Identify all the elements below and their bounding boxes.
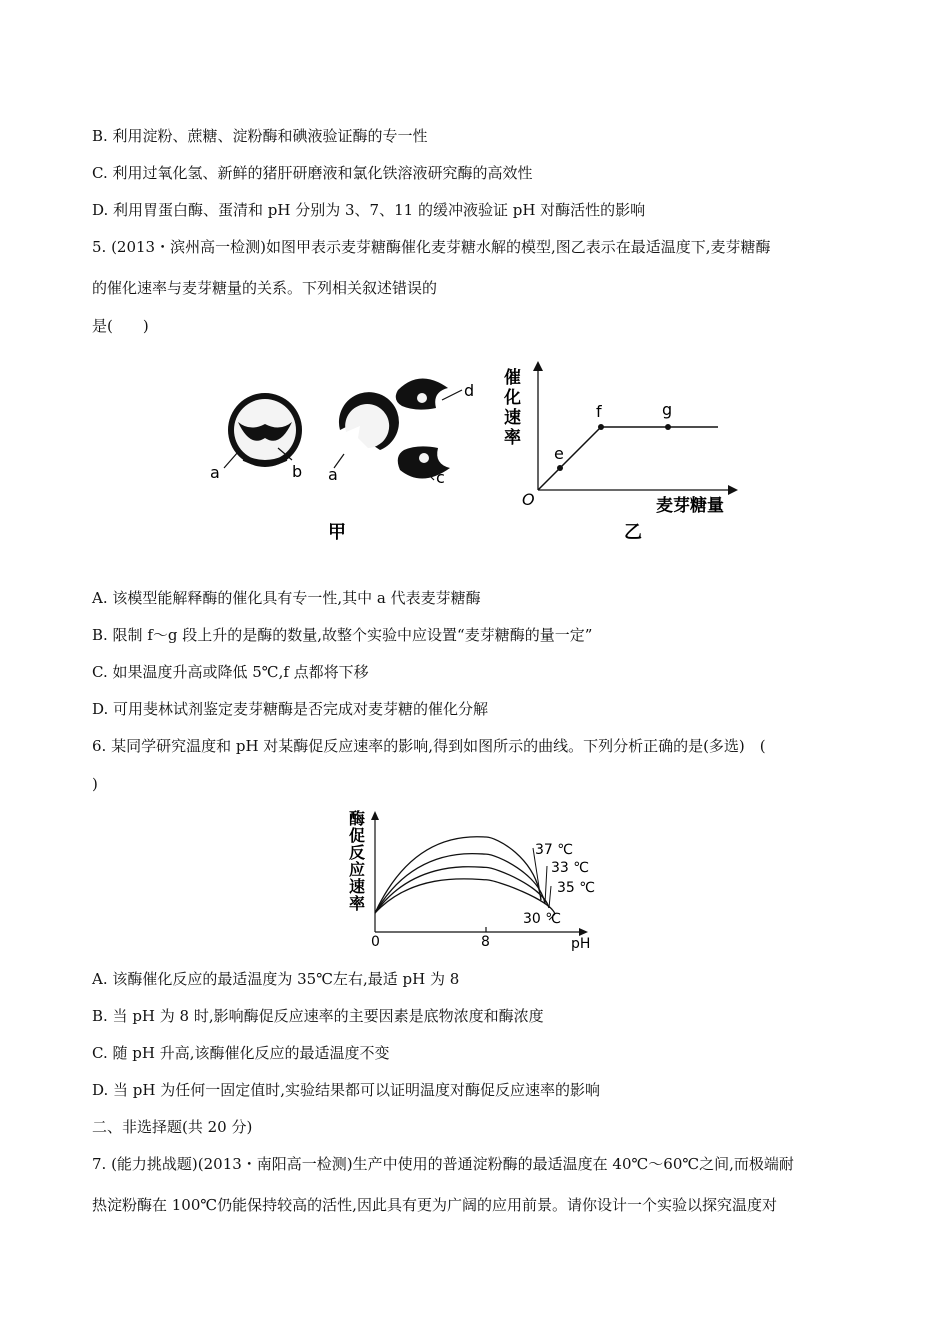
ylabel-char: 促 (349, 826, 366, 845)
q5-option-b: B. 限制 f～g 段上升的是酶的数量,故整个实验中应设置“麦芽糖酶的量一定” (92, 626, 593, 644)
origin-label: O (522, 490, 535, 509)
q6-stem-line2: ) (92, 775, 98, 793)
series-label: 33 ℃ (551, 860, 589, 876)
figure-jia (200, 360, 510, 550)
series-leader-line (545, 866, 547, 904)
series-curve (375, 854, 545, 913)
ylabel-char-4: 率 (504, 428, 521, 448)
ylabel-char: 反 (349, 843, 366, 862)
caption-yi: 乙 (624, 522, 642, 543)
series-curve (375, 867, 549, 913)
ylabel-char-2: 化 (504, 388, 521, 408)
q4-option-c: C. 利用过氧化氢、新鲜的猪肝研磨液和氯化铁溶液研究酶的高效性 (92, 164, 533, 182)
q5-stem-line2: 的催化速率与麦芽糖量的关系。下列相关叙述错误的 (92, 279, 438, 297)
q5-stem-line1: 5. (2013・滨州高一检测)如图甲表示麦芽糖酶催化麦芽糖水解的模型,图乙表示在最适温度下,麦芽糖酶 (92, 238, 771, 256)
ph-rate-chart (345, 808, 610, 954)
point-label-f: f (596, 402, 602, 421)
chart-series-labels (523, 842, 595, 927)
enzyme-substrate-complex (228, 393, 302, 467)
ylabel-char-1: 催 (504, 368, 521, 388)
x-tick-0: 0 (371, 934, 380, 950)
label-a2: a (328, 465, 338, 484)
point-label-e: e (554, 444, 564, 463)
figure-yi (500, 355, 750, 545)
q5-option-a: A. 该模型能解释酶的催化具有专一性,其中 a 代表麦芽糖酶 (92, 589, 481, 607)
ylabel-char: 酶 (349, 809, 366, 828)
label-d: d (464, 381, 475, 400)
q5-option-d: D. 可用斐林试剂鉴定麦芽糖酶是否完成对麦芽糖的催化分解 (92, 700, 489, 718)
q5-option-c: C. 如果温度升高或降低 5℃,f 点都将下移 (92, 663, 369, 681)
caption-jia: 甲 (328, 522, 346, 543)
chart-curves (375, 837, 555, 914)
xlabel: 麦芽糖量 (656, 496, 724, 516)
label-c: c (436, 468, 445, 487)
q6-option-c: C. 随 pH 升高,该酶催化反应的最适温度不变 (92, 1044, 390, 1062)
label-b: b (292, 462, 303, 481)
point-label-g: g (662, 400, 673, 419)
chart-ylabel (349, 809, 365, 913)
q6-option-a: A. 该酶催化反应的最适温度为 35℃左右,最适 pH 为 8 (92, 970, 460, 988)
ylabel-char: 应 (349, 860, 366, 879)
q6-option-d: D. 当 pH 为任何一固定值时,实验结果都可以证明温度对酶促反应速率的影响 (92, 1081, 601, 1099)
ylabel-char: 率 (349, 894, 366, 913)
q7-line1: 7. (能力挑战题)(2013・南阳高一检测)生产中使用的普通淀粉酶的最适温度在 40℃～60℃之间,而极端耐 (92, 1155, 794, 1173)
chart-xlabel: pH (571, 936, 591, 952)
label-a1: a (210, 463, 220, 482)
x-tick-8: 8 (481, 934, 490, 950)
q6-option-b: B. 当 pH 为 8 时,影响酶促反应速率的主要因素是底物浓度和酶浓度 (92, 1007, 544, 1025)
q5-stem-line3: 是( ) (92, 317, 149, 335)
section-heading: 二、非选择题(共 20 分) (92, 1118, 253, 1136)
series-label: 35 ℃ (557, 880, 595, 896)
series-label: 30 ℃ (523, 911, 561, 927)
enzyme-free (339, 392, 399, 450)
series-leader-line (549, 886, 551, 908)
series-label: 37 ℃ (535, 842, 573, 858)
series-curve (375, 879, 555, 914)
ylabel-char: 速 (349, 877, 366, 896)
q6-stem-line1: 6. 某同学研究温度和 pH 对某酶促反应速率的影响,得到如图所示的曲线。下列分析正确的是(多选) ( (92, 737, 766, 755)
q7-line2: 热淀粉酶在 100℃仍能保持较高的活性,因此具有更为广阔的应用前景。请你设计一个实验以探究温度对 (92, 1196, 777, 1214)
q4-option-b: B. 利用淀粉、蔗糖、淀粉酶和碘液验证酶的专一性 (92, 127, 428, 145)
q4-option-d: D. 利用胃蛋白酶、蛋清和 pH 分别为 3、7、11 的缓冲液验证 pH 对酶活性的影响 (92, 201, 646, 219)
ylabel-char-3: 速 (504, 408, 521, 428)
series-curve (375, 837, 541, 913)
products (396, 378, 450, 478)
